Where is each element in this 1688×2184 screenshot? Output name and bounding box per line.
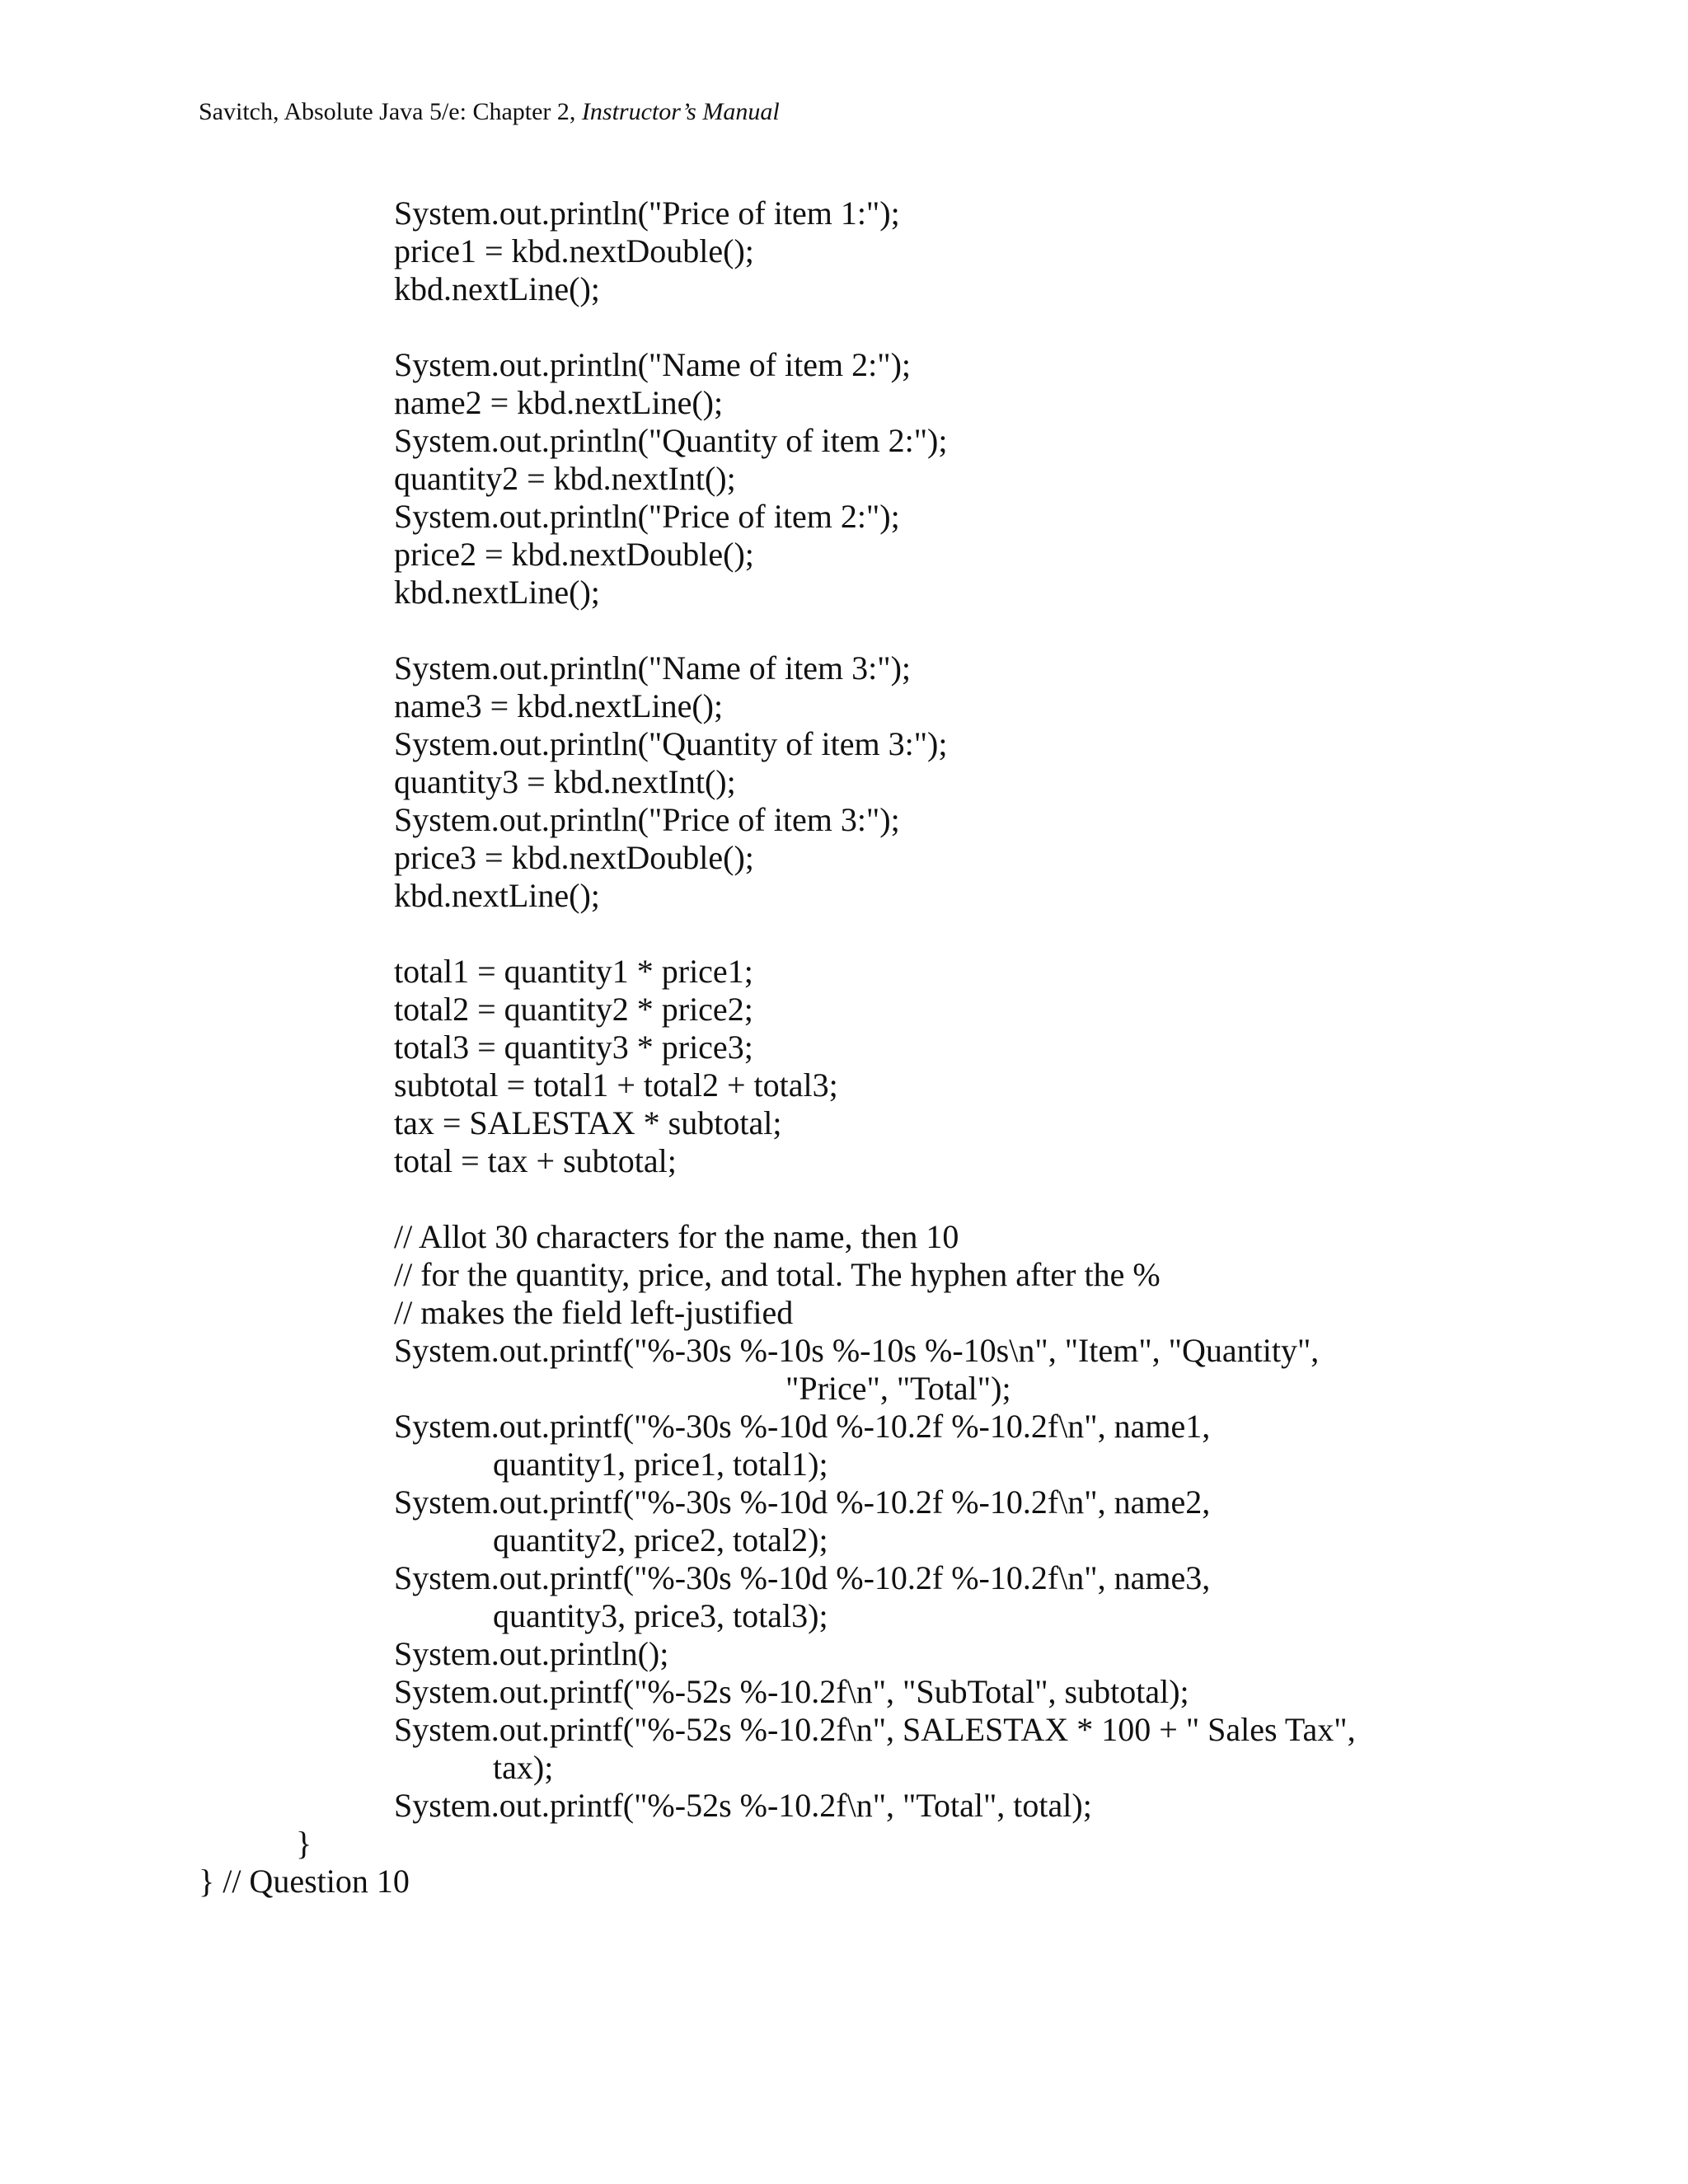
code-line: total1 = quantity1 * price1;	[394, 953, 753, 990]
code-line: System.out.printf("%-30s %-10d %-10.2f %-10.2f\n", name2,	[394, 1483, 1211, 1521]
code-line: total3 = quantity3 * price3;	[394, 1029, 753, 1066]
code-line-continuation: quantity1, price1, total1);	[493, 1446, 828, 1483]
code-line-continuation: tax);	[493, 1749, 554, 1786]
code-line: kbd.nextLine();	[394, 270, 600, 307]
code-line-continuation: quantity2, price2, total2);	[493, 1521, 828, 1558]
code-line: kbd.nextLine();	[394, 574, 600, 611]
code-line: price2 = kbd.nextDouble();	[394, 536, 754, 573]
code-comment: // for the quantity, price, and total. The hyphen after the %	[394, 1256, 1160, 1293]
code-line-continuation: quantity3, price3, total3);	[493, 1597, 828, 1634]
code-line: name3 = kbd.nextLine();	[394, 687, 724, 724]
code-line: System.out.println("Quantity of item 2:");	[394, 422, 948, 459]
code-comment: // makes the field left-justified	[394, 1294, 794, 1331]
code-line: name2 = kbd.nextLine();	[394, 384, 724, 421]
code-line: price1 = kbd.nextDouble();	[394, 232, 754, 269]
code-line: System.out.println("Quantity of item 3:");	[394, 725, 948, 762]
code-line: quantity3 = kbd.nextInt();	[394, 763, 736, 800]
code-line: System.out.printf("%-30s %-10d %-10.2f %-10.2f\n", name1,	[394, 1408, 1211, 1445]
code-listing	[199, 194, 1649, 1900]
code-line: System.out.println("Price of item 3:");	[394, 801, 900, 838]
code-comment: // Allot 30 characters for the name, then 10	[394, 1218, 959, 1255]
code-line: System.out.println("Price of item 1:");	[394, 194, 900, 232]
code-line: price3 = kbd.nextDouble();	[394, 839, 754, 876]
class-closing-brace: } // Question 10	[199, 1863, 410, 1900]
code-line: System.out.println("Price of item 2:");	[394, 498, 900, 535]
code-line: tax = SALESTAX * subtotal;	[394, 1104, 782, 1141]
blank-line	[199, 1180, 1649, 1218]
code-line: System.out.println();	[394, 1635, 669, 1672]
code-line: System.out.println("Name of item 2:");	[394, 346, 912, 383]
code-line: System.out.printf("%-52s %-10.2f\n", "Total", total);	[394, 1787, 1092, 1824]
code-line: subtotal = total1 + total2 + total3;	[394, 1066, 838, 1104]
code-line: quantity2 = kbd.nextInt();	[394, 460, 736, 497]
method-closing-brace: }	[296, 1825, 312, 1862]
code-line: total2 = quantity2 * price2;	[394, 991, 753, 1028]
blank-line	[199, 308, 1649, 346]
code-line: System.out.printf("%-52s %-10.2f\n", SALESTAX * 100 + " Sales Tax",	[394, 1711, 1356, 1748]
blank-line	[199, 612, 1649, 649]
header-italic-title: Instructor’s Manual	[581, 98, 780, 125]
code-line-continuation: "Price", "Total");	[785, 1370, 1011, 1407]
code-line: System.out.printf("%-30s %-10s %-10s %-10s\n", "Item", "Quantity",	[394, 1332, 1320, 1369]
code-line: kbd.nextLine();	[394, 877, 600, 914]
code-line: System.out.printf("%-52s %-10.2f\n", "SubTotal", subtotal);	[394, 1673, 1189, 1710]
running-header	[199, 96, 780, 129]
code-line: total = tax + subtotal;	[394, 1142, 677, 1179]
header-prefix: Savitch, Absolute Java 5/e: Chapter 2,	[199, 98, 582, 125]
blank-line	[199, 915, 1649, 953]
code-line: System.out.println("Name of item 3:");	[394, 649, 912, 687]
code-line: System.out.printf("%-30s %-10d %-10.2f %-10.2f\n", name3,	[394, 1559, 1211, 1596]
